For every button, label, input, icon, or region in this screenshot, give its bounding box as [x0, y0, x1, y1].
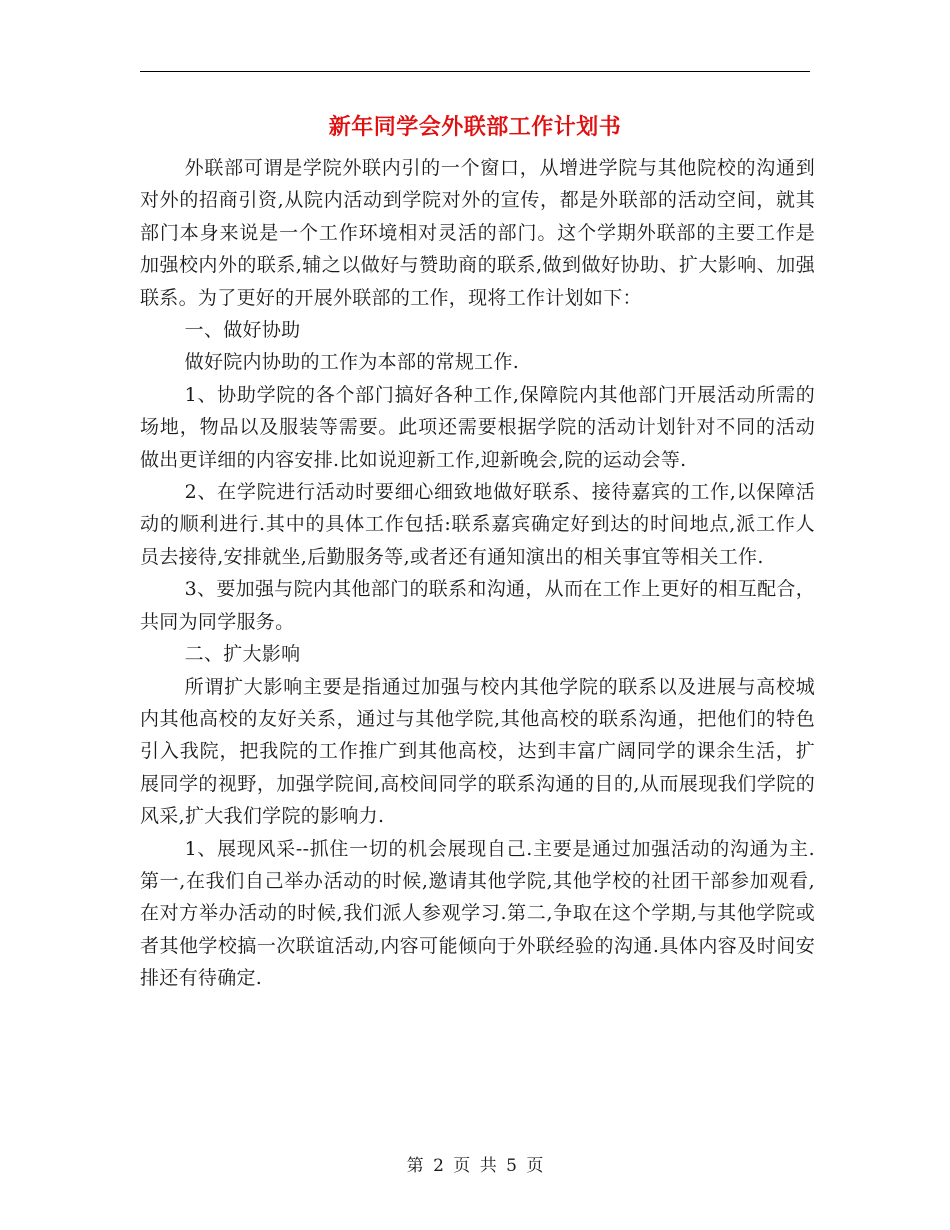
paragraph-intro: 外联部可谓是学院外联内引的一个窗口，从增进学院与其他院校的沟通到对外的招商引资,从院内活动到学院对外的宣传，都是外联部的活动空间，就其部门本身来说是一个工作环境相对灵活的部门。这个学期外联部的主要工作是加强校内外的联系,辅之以做好与赞助商的联系,做到做好协助、扩大影响、加强联系。为了更好的开展外联部的工作，现将工作计划如下：: [140, 157, 815, 309]
paragraph-assist-item-2: 2、在学院进行活动时要细心细致地做好联系、接待嘉宾的工作,以保障活动的顺利进行.其中的具体工作包括:联系嘉宾确定好到达的时间地点,派工作人员去接待,安排就坐,后勤服务等,或者还有通知演出的相关事宜等相关工作.: [140, 481, 815, 568]
paragraph-influence-summary: 所谓扩大影响主要是指通过加强与校内其他学院的联系以及进展与高校城内其他高校的友好关系，通过与其他学院,其他高校的联系沟通，把他们的特色引入我院，把我院的工作推广到其他高校，达到丰富广阔同学的课余生活，扩展同学的视野，加强学院间,高校间同学的联系沟通的目的,从而展现我们学院的风采,扩大我们学院的影响力.: [140, 675, 815, 828]
page-number-footer: 第 2 页 共 5 页: [406, 1156, 544, 1176]
paragraph-assist-item-3: 3、要加强与院内其他部门的联系和沟通，从而在工作上更好的相互配合，共同为同学服务。: [140, 578, 815, 633]
document-title: 新年同学会外联部工作计划书: [328, 114, 622, 140]
paragraph-assist-item-1: 1、协助学院的各个部门搞好各种工作,保障院内其他部门开展活动所需的场地，物品以及服装等需要。此项还需要根据学院的活动计划针对不同的活动做出更详细的内容安排.比如说迎新工作,迎新晚会,院的运动会等.: [140, 383, 815, 471]
document-body: [140, 152, 815, 995]
paragraph-assist-summary: 做好院内协助的工作为本部的常规工作.: [184, 351, 520, 374]
section-heading-assist: 一、做好协助: [184, 319, 301, 342]
header-rule: [140, 71, 810, 72]
section-heading-influence: 二、扩大影响: [184, 643, 301, 666]
paragraph-influence-item-1: 1、展现风采--抓住一切的机会展现自己.主要是通过加强活动的沟通为主.第一,在我们自己举办活动的时候,邀请其他学院,其他学校的社团干部参加观看,在对方举办活动的时候,我们派人参观学习.第二,争取在这个学期,与其他学院或者其他学校搞一次联谊活动,内容可能倾向于外联经验的沟通.具体内容及时间安排还有待确定.: [140, 837, 815, 990]
